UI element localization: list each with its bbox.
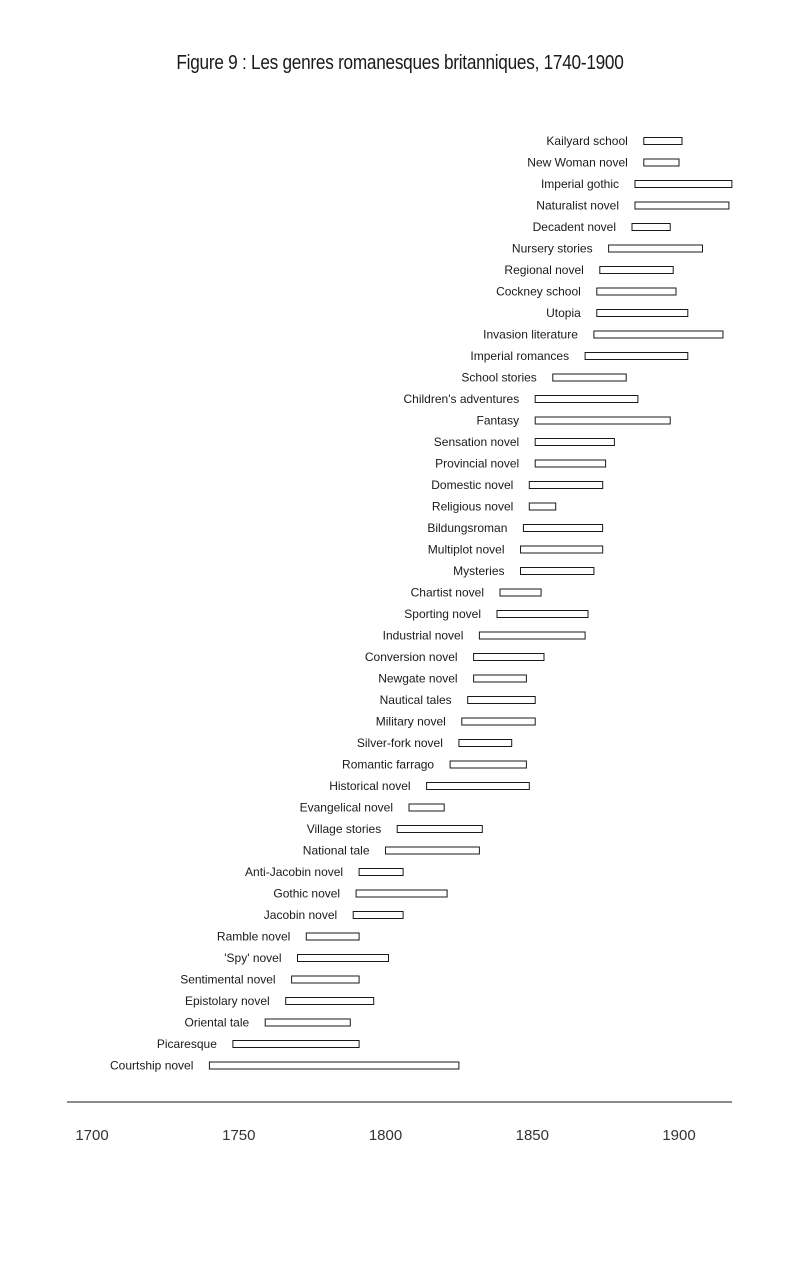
- genre-bar: [209, 1062, 459, 1069]
- genre-label: Sensation novel: [433, 435, 520, 449]
- genre-bar: [286, 998, 374, 1005]
- genre-label: Domestic novel: [431, 478, 514, 492]
- genre-bar: [535, 396, 638, 403]
- genre-row: [435, 457, 605, 471]
- genre-label: Fantasy: [476, 413, 520, 428]
- genre-label: Historical novel: [329, 779, 411, 793]
- genre-row: [217, 930, 359, 944]
- genre-bar: [386, 847, 480, 854]
- genre-row: [533, 220, 671, 234]
- genre-label: Picaresque: [156, 1037, 217, 1051]
- genre-bar: [497, 611, 588, 618]
- genre-bar: [306, 933, 359, 940]
- x-tick-label: 1750: [222, 1127, 256, 1144]
- genre-bar: [632, 224, 670, 231]
- genre-label: Multiplot novel: [427, 542, 505, 557]
- genre-row: [264, 908, 403, 922]
- genre-row: [541, 177, 732, 191]
- genre-row: [180, 973, 359, 987]
- genre-bar: [462, 718, 535, 725]
- genre-bar: [265, 1019, 350, 1026]
- genre-label: Imperial romances: [470, 349, 570, 363]
- genre-label: 'Spy' novel: [224, 951, 282, 965]
- genre-bar: [356, 890, 447, 897]
- genre-bar: [635, 202, 729, 209]
- genre-row: [404, 392, 638, 406]
- genre-row: [483, 328, 723, 342]
- genre-row: [431, 478, 602, 492]
- genre-bar: [529, 503, 555, 510]
- genre-row: [461, 371, 626, 385]
- x-tick-label: 1900: [662, 1127, 696, 1144]
- genre-bar: [644, 159, 679, 166]
- genre-bar: [535, 460, 605, 467]
- genre-label: Romantic farrago: [342, 757, 435, 772]
- genre-bar: [292, 976, 360, 983]
- genre-label: Evangelical novel: [299, 800, 393, 815]
- genre-row: [342, 758, 526, 772]
- genre-label: Religious novel: [431, 499, 514, 514]
- genre-label: Oriental tale: [184, 1015, 250, 1030]
- x-tick-label: 1700: [75, 1127, 109, 1144]
- genre-row: [434, 435, 615, 449]
- x-tick-labels: [75, 1127, 695, 1144]
- genre-row: [110, 1059, 459, 1073]
- genre-row: [245, 865, 403, 879]
- genre-row: [380, 693, 536, 707]
- genre-label: Epistolary novel: [184, 994, 270, 1008]
- genre-bar: [500, 589, 541, 596]
- genre-label: Newgate novel: [378, 671, 458, 686]
- genre-label: National tale: [302, 843, 370, 858]
- x-tick-label: 1800: [368, 1127, 403, 1144]
- genre-label: Mysteries: [453, 564, 505, 578]
- genre-row: [224, 951, 388, 965]
- genre-row: [428, 543, 603, 557]
- genre-row: [300, 801, 445, 815]
- genre-label: New Woman novel: [527, 155, 628, 170]
- genre-bar: [521, 568, 594, 575]
- genre-bar: [450, 761, 526, 768]
- genre-label: Silver-fork novel: [356, 736, 443, 750]
- genre-label: Ramble novel: [216, 929, 291, 944]
- x-tick-label: 1850: [515, 1127, 549, 1144]
- genre-bar: [397, 826, 482, 833]
- genre-row: [536, 199, 729, 213]
- genre-label: Provincial novel: [435, 456, 520, 471]
- genre-bar: [298, 955, 389, 962]
- genre-label: Jacobin novel: [263, 908, 338, 922]
- genre-row: [378, 672, 526, 686]
- genre-bar: [529, 482, 602, 489]
- genre-label: Nursery stories: [511, 241, 593, 256]
- genre-row: [329, 779, 529, 793]
- genre-label: Imperial gothic: [540, 177, 619, 191]
- genre-label: Kailyard school: [546, 134, 628, 148]
- genre-label: Naturalist novel: [536, 198, 619, 213]
- genre-row: [303, 844, 480, 858]
- genre-row: [365, 650, 544, 664]
- genre-bar: [474, 675, 527, 682]
- genre-bar: [597, 310, 688, 317]
- genre-bar: [353, 912, 403, 919]
- genre-label: Regional novel: [504, 263, 584, 277]
- genre-bar: [535, 417, 670, 424]
- genre-bar: [635, 181, 732, 188]
- genre-row: [185, 994, 374, 1008]
- genre-bar: [468, 697, 536, 704]
- genre-row: [157, 1037, 359, 1051]
- genre-bar: [553, 374, 626, 381]
- genre-label: Sentimental novel: [180, 972, 276, 987]
- genre-bar: [233, 1041, 359, 1048]
- genre-row: [512, 242, 703, 256]
- genre-row: [496, 285, 676, 299]
- genre-row: [357, 736, 512, 750]
- genre-label: Sporting novel: [404, 607, 481, 621]
- genre-label: Military novel: [375, 714, 446, 729]
- genre-bar: [609, 245, 703, 252]
- genre-row: [432, 500, 556, 514]
- genre-bar: [459, 740, 512, 747]
- genre-row: [273, 887, 447, 901]
- genre-bar: [585, 353, 688, 360]
- genre-row: [184, 1016, 350, 1030]
- genre-label: Anti-Jacobin novel: [245, 865, 344, 879]
- genre-row: [383, 629, 585, 643]
- genre-row: [307, 822, 483, 836]
- genre-label: Village stories: [306, 822, 382, 836]
- genre-row: [453, 564, 594, 578]
- genre-row: [411, 586, 541, 600]
- genre-label: Courtship novel: [110, 1058, 194, 1073]
- genre-label: Decadent novel: [532, 220, 616, 234]
- chart-title: Figure 9 : Les genres romanesques britanniques, 1740-1900: [176, 52, 624, 74]
- genre-bar: [427, 783, 530, 790]
- genre-label: Gothic novel: [273, 886, 341, 901]
- genre-bar: [644, 138, 682, 145]
- genre-label: Children's adventures: [403, 392, 520, 406]
- genre-row: [427, 521, 602, 535]
- genre-row: [477, 414, 671, 428]
- genre-bar: [523, 525, 602, 532]
- genre-label: Utopia: [546, 306, 581, 320]
- genre-bar: [535, 439, 614, 446]
- bars-layer: [110, 134, 732, 1073]
- genre-label: Nautical tales: [379, 693, 452, 707]
- genre-label: Invasion literature: [483, 327, 578, 342]
- genre-bar: [600, 267, 673, 274]
- genre-row: [546, 134, 682, 148]
- genre-bar: [474, 654, 544, 661]
- genre-row: [376, 715, 535, 729]
- genre-bar: [409, 804, 444, 811]
- genre-row: [470, 349, 687, 363]
- genre-label: Cockney school: [496, 284, 581, 299]
- genre-label: School stories: [461, 370, 537, 385]
- genre-row: [546, 306, 688, 320]
- genre-bar: [359, 869, 403, 876]
- genre-label: Chartist novel: [410, 585, 484, 600]
- genre-bar: [521, 546, 603, 553]
- genre-row: [527, 156, 679, 170]
- genre-label: Conversion novel: [364, 650, 458, 664]
- genre-bar: [594, 331, 723, 338]
- genre-label: Industrial novel: [382, 628, 464, 643]
- genre-row: [504, 263, 673, 277]
- genre-bar: [479, 632, 585, 639]
- genre-bar: [597, 288, 676, 295]
- genre-label: Bildungsroman: [427, 521, 508, 535]
- genre-row: [404, 607, 588, 621]
